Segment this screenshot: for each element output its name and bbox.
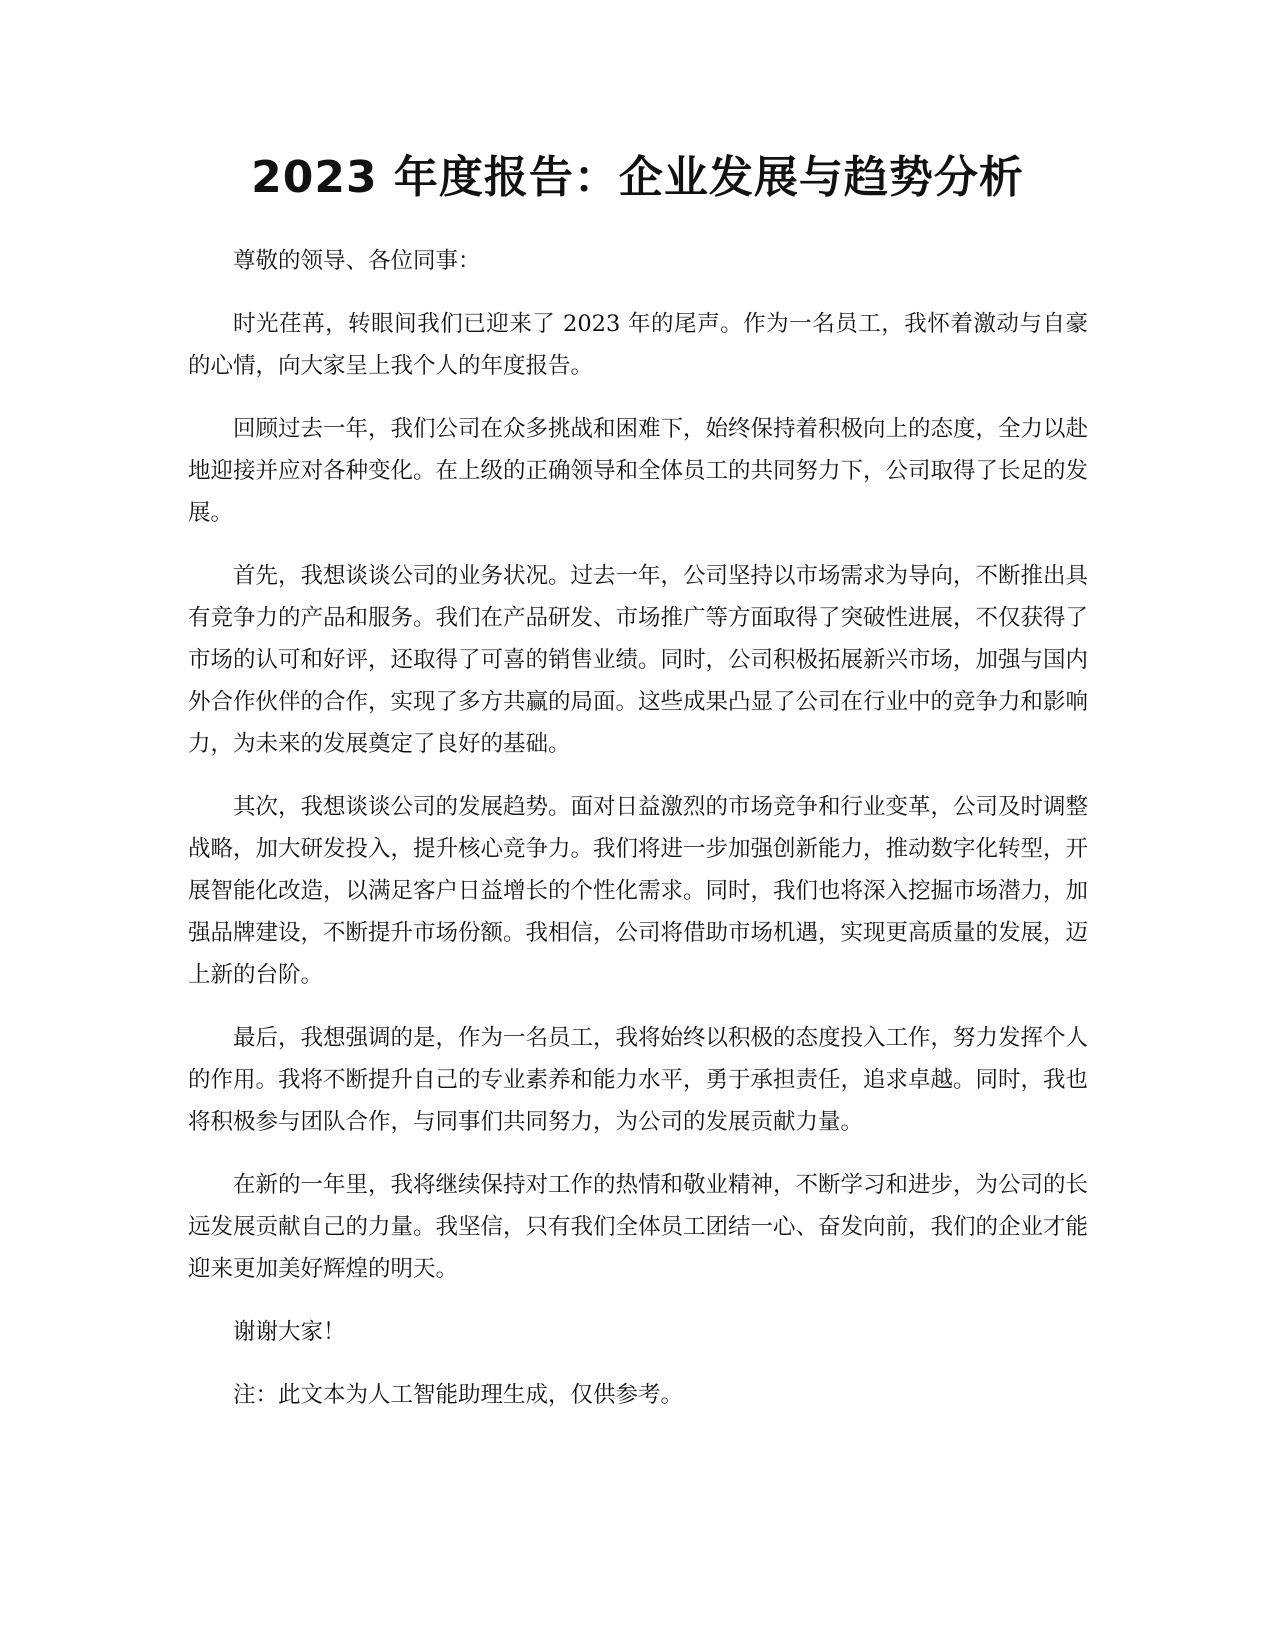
paragraph-business: 首先，我想谈谈公司的业务状况。过去一年，公司坚持以市场需求为导向，不断推出具有竞争力的产品和服务。我们在产品研发、市场推广等方面取得了突破性进展，不仅获得了市场的认可和好评，还取得了可喜的销售业绩。同时，公司积极拓展新兴市场，加强与国内外合作伙伴的合作，实现了多方共赢的局面。这些成果凸显了公司在行业中的竞争力和影响力，为未来的发展奠定了良好的基础。	[188, 563, 1089, 757]
paragraph-personal: 最后，我想强调的是，作为一名员工，我将始终以积极的态度投入工作，努力发挥个人的作用。我将不断提升自己的专业素养和能力水平，勇于承担责任，追求卓越。同时，我也将积极参与团队合作，与同事们共同努力，为公司的发展贡献力量。	[188, 1025, 1089, 1135]
paragraph-trends: 其次，我想谈谈公司的发展趋势。面对日益激烈的市场竞争和行业变革，公司及时调整战略，加大研发投入，提升核心竞争力。我们将进一步加强创新能力，推动数字化转型，开展智能化改造，以满足客户日益增长的个性化需求。同时，我们也将深入挖掘市场潜力，加强品牌建设，不断提升市场份额。我相信，公司将借助市场机遇，实现更高质量的发展，迈上新的台阶。	[188, 794, 1089, 988]
document-title: 2023 年度报告：企业发展与趋势分析	[251, 152, 1024, 203]
closing-thanks: 谢谢大家！	[233, 1319, 346, 1345]
salutation: 尊敬的领导、各位同事：	[233, 248, 481, 274]
footnote: 注：此文本为人工智能助理生成，仅供参考。	[233, 1382, 684, 1408]
paragraph-outlook: 在新的一年里，我将继续保持对工作的热情和敬业精神，不断学习和进步，为公司的长远发展贡献自己的力量。我坚信，只有我们全体员工团结一心、奋发向前，我们的企业才能迎来更加美好辉煌的明天。	[188, 1172, 1089, 1282]
paragraph-intro: 时光荏苒，转眼间我们已迎来了 2023 年的尾声。作为一名员工，我怀着激动与自豪的心情，向大家呈上我个人的年度报告。	[188, 311, 1088, 379]
paragraph-review: 回顾过去一年，我们公司在众多挑战和困难下，始终保持着积极向上的态度，全力以赴地迎接并应对各种变化。在上级的正确领导和全体员工的共同努力下，公司取得了长足的发展。	[188, 416, 1089, 526]
document-body	[188, 240, 1088, 1437]
